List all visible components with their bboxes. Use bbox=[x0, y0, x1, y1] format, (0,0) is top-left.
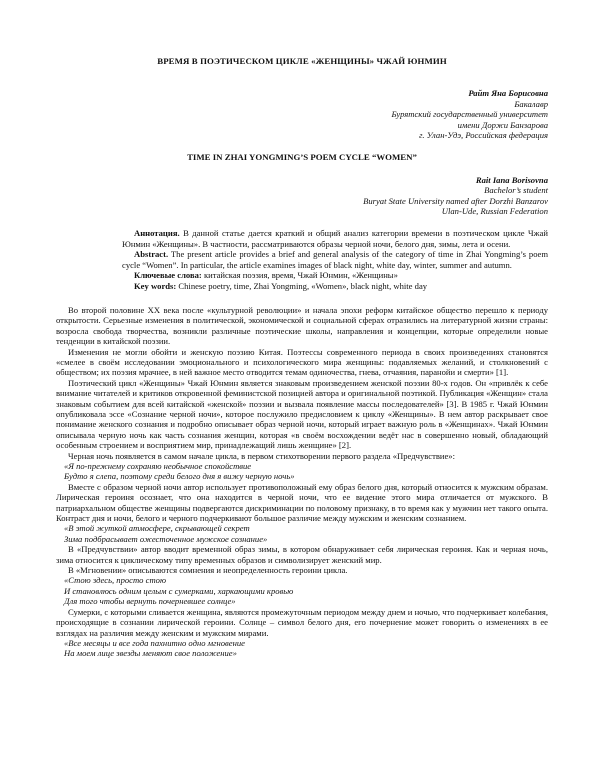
body-paragraph: В «Предчувствии» автор вводит временной образ зимы, в котором обнаруживает себя лирическая героиня. Как и черная ночь, зима относится к циклическому типу временных образов и символизирует женский мир. bbox=[56, 544, 548, 565]
poem-quote-line: «Стою здесь, просто стою bbox=[64, 575, 167, 586]
poem-quote-line: «Я по-прежнему сохраняю необычное спокойствие bbox=[64, 461, 252, 471]
abstract-en-label: Abstract. bbox=[134, 249, 169, 260]
poem-quote-line: Будто я слепа, поэтому среди белого дня я вижу черную ночь» bbox=[64, 471, 295, 482]
abstract-ru-label: Аннотация. bbox=[134, 228, 180, 239]
author-block-ru bbox=[56, 88, 548, 140]
keywords-ru-text: китайская поэзия, время, Чжай Юнмин, «Женщины» bbox=[201, 270, 398, 281]
abstract-ru bbox=[122, 228, 548, 249]
paper-title-en: TIME IN ZHAI YONGMING’S POEM CYCLE “WOMEN” bbox=[187, 152, 417, 163]
body-paragraph: Сумерки, с которыми сливается женщина, являются промежуточным периодом между днем и ночью, что подчеркивает колебания, происходящие в сознании лирической героини. Солнце – символ белого дня, его почернение может говорить о изменениях в ее взглядах на различия между женским и мужским мирами. bbox=[56, 606, 548, 638]
body-paragraph: Во второй половине XX века после «культурной революции» и начала эпохи реформ китайское общество перешло к периоду открытости. Серьезные изменения в политической, экономической и социальной сферах отразились на литературной жизни страны: возросла свобода творчества, возникли различные поэтические школы, направления и концепции, которые определили новые тенденции в китайской поэзии. bbox=[56, 304, 548, 347]
author-name-ru: Райт Яна Борисовна bbox=[468, 88, 548, 99]
abstract-block bbox=[122, 228, 548, 290]
poem-quote-line: Для того чтобы вернуть почерневшее солнце» bbox=[64, 596, 236, 607]
poem-quote-line: «В этой жуткой атмосфере, скрывающей секрет bbox=[64, 523, 250, 534]
abstract-ru-text: В данной статье дается краткий и общий анализ категории времени в поэтическом цикле Чжай Юнмин «Женщины». В частности, рассматриваются образы черной ночи, белого дня, зимы, лета и осени. bbox=[122, 228, 548, 249]
author-block-en bbox=[56, 175, 548, 217]
poem-quote-line: «Все месяцы и все года пахнитно одно мгновение bbox=[64, 637, 245, 648]
poem-quote-line: На моем лице звезды меняют свое положение» bbox=[64, 648, 237, 659]
body-paragraph: Поэтический цикл «Женщины» Чжай Юнмин является знаковым произведением женской поэзии 80-х годов. Он «привлёк к себе внимание читателей и критиков откровенной феминистской позицией автора и оригинальной поэтикой. Публикация «Женщин» стала знаковым событием для всей китайской «женской» поэзии и вызвала появление массы последователей» [3]. В 1985 г. Чжай Юнмин опубликовала эссе «Сознание черной ночи», которое послужило предисловием к циклу «Женщины». В нем автор раскрывает свое понимание женского сознания и подробно описывает образ черной ночи, который играет важную роль в «Женщинах». Чжай Юнмин описывала черную ночь как часть сознания женщин, которая «в своём восхождении ведёт нас в совершенно новый, обладающий особенным строением и восприятием мир, принадлежащий лишь женщине» [2]. bbox=[56, 377, 548, 451]
body-text bbox=[56, 305, 548, 659]
author-degree-ru: Бакалавр bbox=[514, 98, 548, 109]
author-city-ru: г. Улан-Удэ, Российская федерация bbox=[419, 130, 548, 141]
paper-title-ru: ВРЕМЯ В ПОЭТИЧЕСКОМ ЦИКЛЕ «ЖЕНЩИНЫ» ЧЖАЙ ЮНМИН bbox=[157, 56, 447, 66]
author-degree-en: Bachelor’s student bbox=[484, 185, 548, 196]
poem-quote-line: И становлюсь одним целым с сумерками, харкающими кровью bbox=[64, 585, 294, 596]
body-paragraph: Изменения не могли обойти и женскую поэзию Китая. Поэтессы современного периода в своих произведениях становятся «смелее в своём исследовании эмоционального и психологического мира женщины: подавляемых желаний, и столкновений с обществом; их поэзия мрачнее, в ней важное место отводится темам одиночества, гнева, отчаяния, паранойи и смерти» [1]. bbox=[56, 346, 548, 378]
keywords-ru-label: Ключевые слова: bbox=[134, 270, 202, 281]
body-paragraph: Черная ночь появляется в самом начале цикла, в первом стихотворении первого раздела «Предчувствие»: bbox=[68, 450, 455, 461]
abstract-en bbox=[122, 249, 548, 270]
poem-quote-line: Зима подбрасывает ожесточенное мужское сознание» bbox=[64, 533, 268, 544]
keywords-ru bbox=[122, 270, 548, 280]
body-paragraph: Вместе с образом черной ночи автор использует противоположный ему образ белого дня, который относится к мужским образам. Лирическая героиня осознает, что она находится в черной ночи, что ее видение этого мира отличается от мужского. В патриархальном обществе женщины подвергаются дискриминации по половому признаку, в то время как у мужчин нет такого опыта. Контраст дня и ночи, белого и черного подчеркивают большое различие между мужским и женским сознанием. bbox=[56, 481, 548, 524]
keywords-en-label: Key words: bbox=[134, 280, 177, 291]
keywords-en bbox=[122, 281, 548, 291]
abstract-en-text: The present article provides a brief and general analysis of the category of time in Zhai Yongming’s poem cycle “Women”. In particular, the article examines images of black night, white day, winter, summer and autumn. bbox=[122, 249, 548, 270]
author-named-after-ru: имени Доржи Банзарова bbox=[457, 119, 548, 130]
author-university-en: Buryat State University named after Dorzhi Banzarov bbox=[363, 195, 548, 206]
author-name-en: Rait Iana Borisovna bbox=[475, 174, 548, 185]
author-city-en: Ulan-Ude, Russian Federation bbox=[441, 206, 548, 217]
keywords-en-text: Chinese poetry, time, Zhai Yongming, «Women», black night, white day bbox=[176, 280, 428, 291]
author-university-ru: Бурятский государственный университет bbox=[391, 109, 548, 120]
body-paragraph: В «Мгновении» описываются сомнения и неопределенность героини цикла. bbox=[68, 565, 348, 576]
